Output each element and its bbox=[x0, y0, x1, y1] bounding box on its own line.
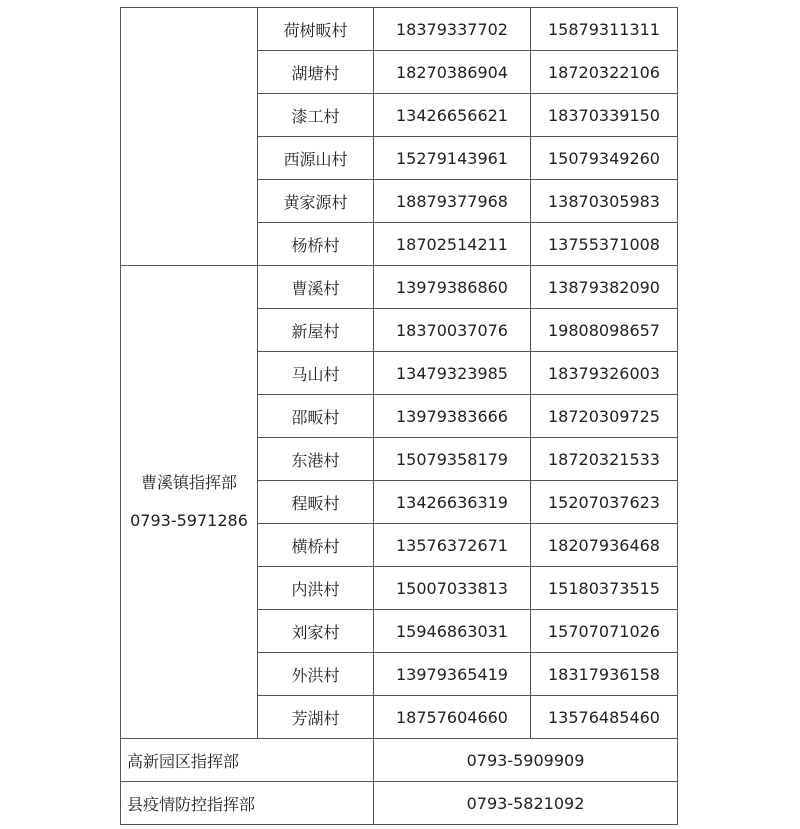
contact-phone-1-cell: 13479323985 bbox=[374, 352, 531, 395]
contact-phone-2-cell: 13755371008 bbox=[531, 223, 678, 266]
contact-phone-2-cell: 18720321533 bbox=[531, 438, 678, 481]
village-name-cell: 黄家源村 bbox=[258, 180, 374, 223]
village-name-cell: 内洪村 bbox=[258, 567, 374, 610]
contact-table bbox=[120, 7, 678, 825]
contact-phone-1-cell: 13576372671 bbox=[374, 524, 531, 567]
contact-phone-1-cell: 18379337702 bbox=[374, 8, 531, 51]
contact-phone-1-cell: 18879377968 bbox=[374, 180, 531, 223]
village-name-cell: 程畈村 bbox=[258, 481, 374, 524]
contact-phone-2-cell: 18317936158 bbox=[531, 653, 678, 696]
village-name-cell: 新屋村 bbox=[258, 309, 374, 352]
contact-phone-2-cell: 13576485460 bbox=[531, 696, 678, 739]
village-name-cell: 马山村 bbox=[258, 352, 374, 395]
contact-phone-1-cell: 13979365419 bbox=[374, 653, 531, 696]
command-post-phone: 0793-5909909 bbox=[374, 739, 678, 782]
command-post-cell bbox=[121, 266, 258, 739]
contact-phone-1-cell: 13426656621 bbox=[374, 94, 531, 137]
command-post-name: 曹溪镇指挥部 bbox=[140, 473, 237, 492]
village-name-cell: 刘家村 bbox=[258, 610, 374, 653]
contact-phone-1-cell: 15007033813 bbox=[374, 567, 531, 610]
contact-phone-1-cell: 13979383666 bbox=[374, 395, 531, 438]
village-name-cell: 湖塘村 bbox=[258, 51, 374, 94]
command-post-phone: 0793-5971286 bbox=[130, 511, 248, 530]
contact-phone-2-cell: 18370339150 bbox=[531, 94, 678, 137]
table-row bbox=[121, 266, 678, 309]
contact-phone-2-cell: 13879382090 bbox=[531, 266, 678, 309]
contact-phone-2-cell: 15180373515 bbox=[531, 567, 678, 610]
command-post-cell bbox=[121, 8, 258, 266]
village-name-cell: 西源山村 bbox=[258, 137, 374, 180]
contact-phone-2-cell: 15707071026 bbox=[531, 610, 678, 653]
village-name-cell: 横桥村 bbox=[258, 524, 374, 567]
village-name-cell: 漆工村 bbox=[258, 94, 374, 137]
contact-phone-1-cell: 18370037076 bbox=[374, 309, 531, 352]
contact-phone-2-cell: 19808098657 bbox=[531, 309, 678, 352]
contact-phone-2-cell: 18720309725 bbox=[531, 395, 678, 438]
village-name-cell: 芳湖村 bbox=[258, 696, 374, 739]
contact-phone-2-cell: 13870305983 bbox=[531, 180, 678, 223]
contact-phone-1-cell: 18270386904 bbox=[374, 51, 531, 94]
contact-phone-1-cell: 15079358179 bbox=[374, 438, 531, 481]
contact-phone-2-cell: 15079349260 bbox=[531, 137, 678, 180]
command-post-name: 县疫情防控指挥部 bbox=[121, 782, 374, 825]
contact-phone-1-cell: 15279143961 bbox=[374, 137, 531, 180]
table-row bbox=[121, 739, 678, 782]
contact-phone-2-cell: 18720322106 bbox=[531, 51, 678, 94]
contact-phone-1-cell: 13426636319 bbox=[374, 481, 531, 524]
village-name-cell: 外洪村 bbox=[258, 653, 374, 696]
contact-phone-1-cell: 13979386860 bbox=[374, 266, 531, 309]
command-post-name: 高新园区指挥部 bbox=[121, 739, 374, 782]
table-row bbox=[121, 8, 678, 51]
contact-phone-2-cell: 15207037623 bbox=[531, 481, 678, 524]
village-name-cell: 曹溪村 bbox=[258, 266, 374, 309]
contact-phone-2-cell: 18207936468 bbox=[531, 524, 678, 567]
contact-phone-1-cell: 18702514211 bbox=[374, 223, 531, 266]
contact-phone-1-cell: 18757604660 bbox=[374, 696, 531, 739]
table-row bbox=[121, 782, 678, 825]
village-name-cell: 邵畈村 bbox=[258, 395, 374, 438]
contact-phone-2-cell: 15879311311 bbox=[531, 8, 678, 51]
command-post-phone: 0793-5821092 bbox=[374, 782, 678, 825]
village-name-cell: 荷树畈村 bbox=[258, 8, 374, 51]
contact-phone-2-cell: 18379326003 bbox=[531, 352, 678, 395]
village-name-cell: 东港村 bbox=[258, 438, 374, 481]
village-name-cell: 杨桥村 bbox=[258, 223, 374, 266]
contact-phone-1-cell: 15946863031 bbox=[374, 610, 531, 653]
contact-table-body bbox=[121, 8, 678, 825]
